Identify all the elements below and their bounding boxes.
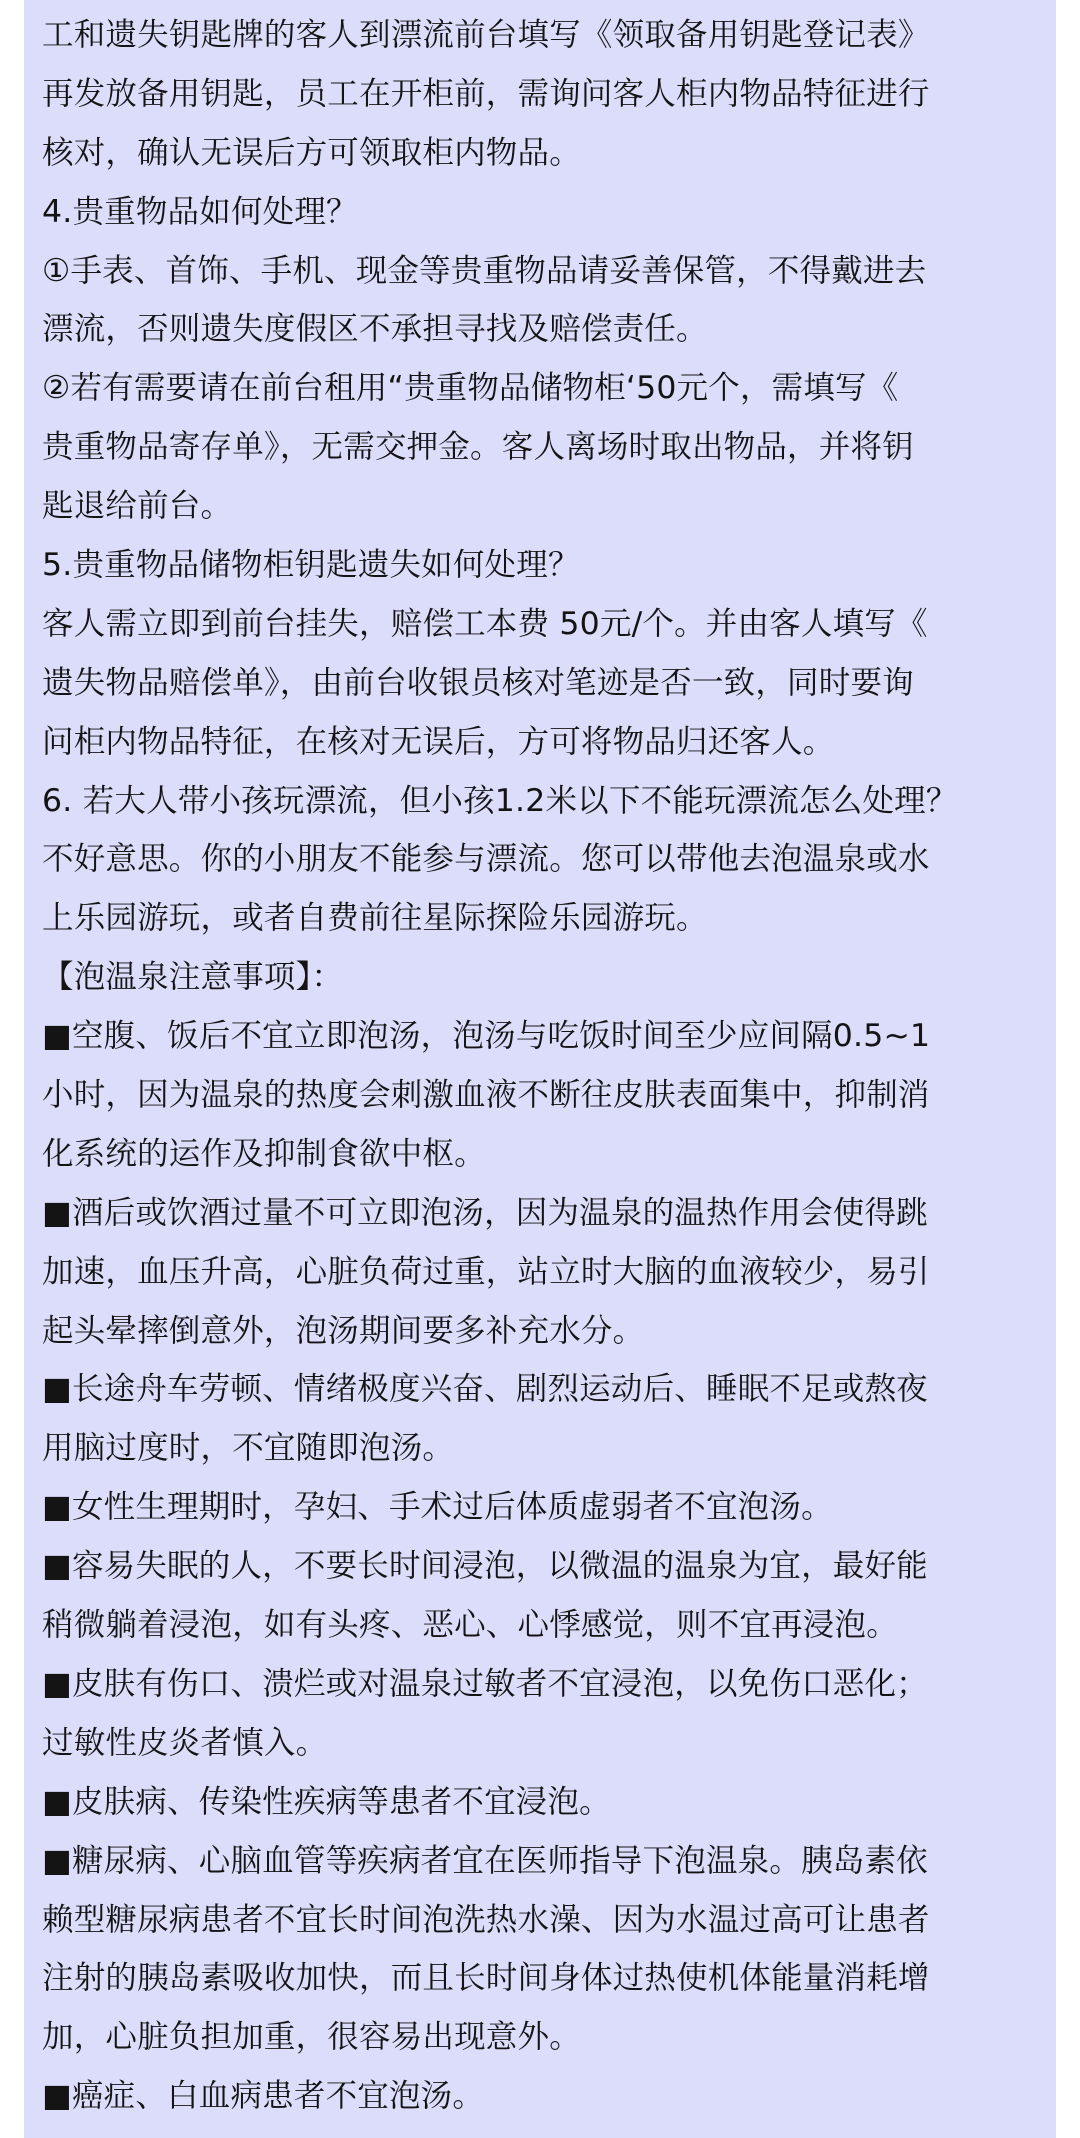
text-line: 4.贵重物品如何处理？ [42, 193, 358, 230]
text-line: ■酒后或饮酒过量不可立即泡汤，因为温泉的温热作用会使得跳 [42, 1194, 928, 1231]
text-line: 贵重物品寄存单》，无需交押金。客人离场时取出物品，并将钥 [42, 429, 914, 466]
text-line: ■空腹、饭后不宜立即泡汤，泡汤与吃饭时间至少应间隔0.5~1 [42, 1018, 931, 1055]
text-line: 漂流，否则遗失度假区不承担寻找及赔偿责任。 [42, 311, 708, 348]
text-line: 加，心脏负担加重，很容易出现意外。 [42, 2019, 581, 2056]
text-line: 5.贵重物品储物柜钥匙遗失如何处理？ [42, 547, 580, 584]
text-line: 用脑过度时，不宜随即泡汤。 [42, 1430, 455, 1467]
text-line: ■容易失眠的人，不要长时间浸泡，以微温的温泉为宜，最好能 [42, 1548, 928, 1585]
text-line: 客人需立即到前台挂失，赔偿工本费 50元/个。并由客人填写《 [42, 605, 928, 642]
text-line: 注射的胰岛素吸收加快，而且长时间身体过热使机体能量消耗增 [42, 1960, 930, 1997]
text-line: ①手表、首饰、手机、现金等贵重物品请妥善保管，不得戴进去 [42, 252, 927, 289]
text-line: 6. 若大人带小孩玩漂流，但小孩1.2米以下不能玩漂流怎么处理？ [42, 782, 958, 819]
text-line: 工和遗失钥匙牌的客人到漂流前台填写《领取备用钥匙登记表》 [42, 17, 930, 53]
document-panel [24, 0, 1056, 2138]
text-line: 过敏性皮炎者慎入。 [42, 1724, 328, 1761]
text-line: 核对，确认无误后方可领取柜内物品。 [42, 134, 581, 171]
document-text [42, 6, 1042, 2126]
text-line: 上乐园游玩，或者自费前往星际探险乐园游玩。 [42, 900, 708, 937]
text-line: 匙退给前台。 [42, 488, 233, 525]
text-line: ■皮肤有伤口、溃烂或对温泉过敏者不宜浸泡，以免伤口恶化； [42, 1665, 928, 1702]
text-line: 化系统的运作及抑制食欲中枢。 [42, 1135, 486, 1172]
text-line: ②若有需要请在前台租用“贵重物品储物柜‘50元个，需填写《 [42, 370, 899, 407]
text-line: ■皮肤病、传染性疾病等患者不宜浸泡。 [42, 1783, 611, 1820]
text-line: 稍微躺着浸泡，如有头疼、恶心、心悸感觉，则不宜再浸泡。 [42, 1607, 898, 1644]
text-line: ■长途舟车劳顿、情绪极度兴奋、剧烈运动后、睡眠不足或熬夜 [42, 1371, 928, 1408]
text-line: 【泡温泉注意事项】： [42, 959, 344, 996]
text-line: 遗失物品赔偿单》，由前台收银员核对笔迹是否一致，同时要询 [42, 664, 914, 701]
text-line: 不好意思。你的小朋友不能参与漂流。您可以带他去泡温泉或水 [42, 841, 930, 878]
text-line: 问柜内物品特征，在核对无误后，方可将物品归还客人。 [42, 723, 835, 760]
text-line: 加速，血压升高，心脏负荷过重，站立时大脑的血液较少，易引 [42, 1253, 930, 1290]
text-line: ■糖尿病、心脑血管等疾病者宜在医师指导下泡温泉。胰岛素依 [42, 1842, 928, 1879]
text-line: 赖型糖尿病患者不宜长时间泡洗热水澡、因为水温过高可让患者 [42, 1901, 930, 1938]
text-line: 起头晕摔倒意外，泡汤期间要多补充水分。 [42, 1312, 645, 1349]
text-line: ■女性生理期时，孕妇、手术过后体质虚弱者不宜泡汤。 [42, 1489, 833, 1526]
text-line: ■癌症、白血病患者不宜泡汤。 [42, 2078, 485, 2115]
text-line: 再发放备用钥匙，员工在开柜前，需询问客人柜内物品特征进行 [42, 75, 930, 112]
text-line: 小时，因为温泉的热度会刺激血液不断往皮肤表面集中，抑制消 [42, 1077, 930, 1114]
